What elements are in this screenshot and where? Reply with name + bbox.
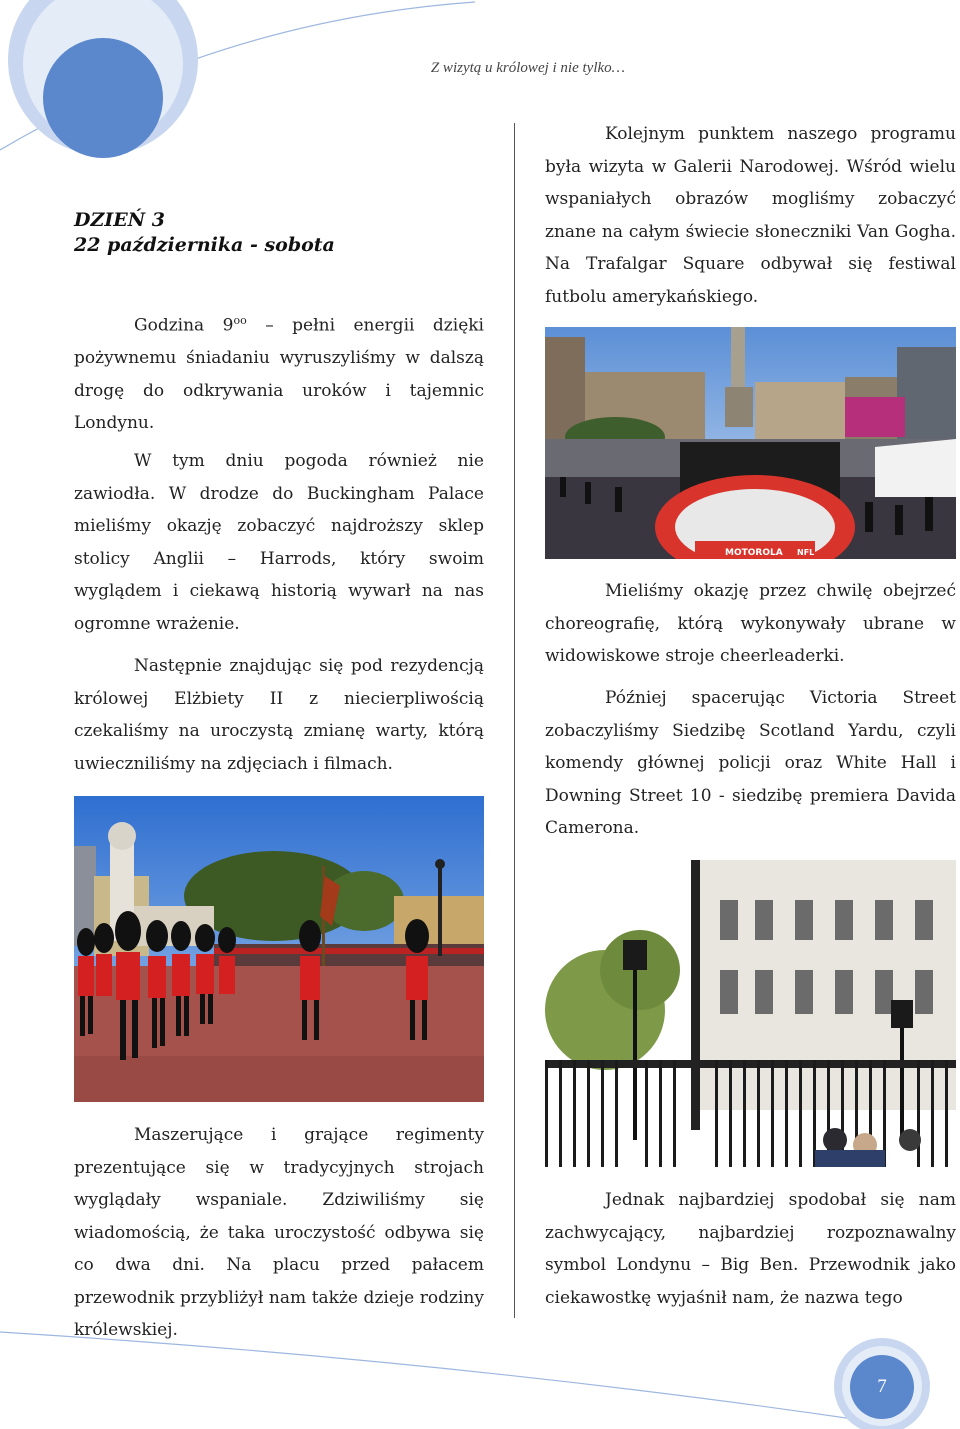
paragraph-scotland-yard: Później spacerując Victoria Street zobaczyliśmy Siedzibę Scotland Yardu, czyli komendy głównej policji oraz White Hall i Downing Street 10 - siedzibę premiera Davida Camerona.: [545, 688, 956, 838]
paragraph-palace: Następnie znajdując się pod rezydencją królowej Elżbiety II z niecierpliwością czekaliśmy na uroczystą zmianę warty, którą uwieczniliśmy na zdjęciach i filmach.: [74, 656, 484, 774]
photo-whitehall: [545, 860, 956, 1167]
banner-text: MOTOROLA: [725, 548, 783, 558]
column-divider: [514, 123, 515, 1318]
paragraph-weather: W tym dniu pogoda również nie zawiodła. W drodze do Buckingham Palace mieliśmy okazję zobaczyć najdroższy sklep stolicy Anglii – Harrods, który swoim wyglądem i ciekawą historią wywarł na nas ogromne wrażenie.: [74, 451, 484, 634]
photo-trafalgar-square: [545, 327, 956, 559]
photo-changing-of-guard: [74, 796, 484, 1102]
paragraph-regiments: Maszerujące i grające regimenty prezentujące się w tradycyjnych strojach wyglądały wspaniale. Zdziwiliśmy się wiadomością, że taka uroczystość odbywa się co dwa dni. Na placu przed pałacem przewodnik przybliżył nam także dzieje rodziny królewskiej.: [74, 1125, 484, 1340]
corner-decoration-bottom: [0, 1320, 960, 1429]
day-number: DZIEŃ 3: [74, 209, 165, 231]
page-number: 7: [877, 1376, 887, 1397]
paragraph-big-ben: Jednak najbardziej spodobał się nam zachwycający, najbardziej rozpoznawalny symbol Londynu – Big Ben. Przewodnik jako ciekawostkę wyjaśnił nam, że nazwa tego: [545, 1190, 956, 1308]
day-date: 22 października - sobota: [74, 234, 335, 256]
running-title: Z wizytą u królowej i nie tylko…: [430, 60, 625, 76]
day-heading: [74, 208, 335, 258]
corner-decoration-top: [0, 0, 480, 180]
paragraph-cheerleaders: Mieliśmy okazję przez chwilę obejrzeć choreografię, którą wykonywały ubrane w widowiskowe stroje cheerleaderki.: [545, 581, 956, 666]
paragraph-morning: Godzina $9^{oo}$ – pełni energii dzięki pożywnemu śniadaniu wyruszyliśmy w dalszą drogę do odkrywania uroków i tajemnic Londynu.: [74, 314, 484, 434]
paragraph-national-gallery: Kolejnym punktem naszego programu była wizyta w Galerii Narodowej. Wśród wielu wspaniałych obrazów mogliśmy zobaczyć znane na całym świecie słoneczniki Van Gogha. Na Trafalgar Square odbywał się festiwal futbolu amerykańskiego.: [545, 124, 956, 307]
badge-text: NFL: [797, 548, 815, 557]
